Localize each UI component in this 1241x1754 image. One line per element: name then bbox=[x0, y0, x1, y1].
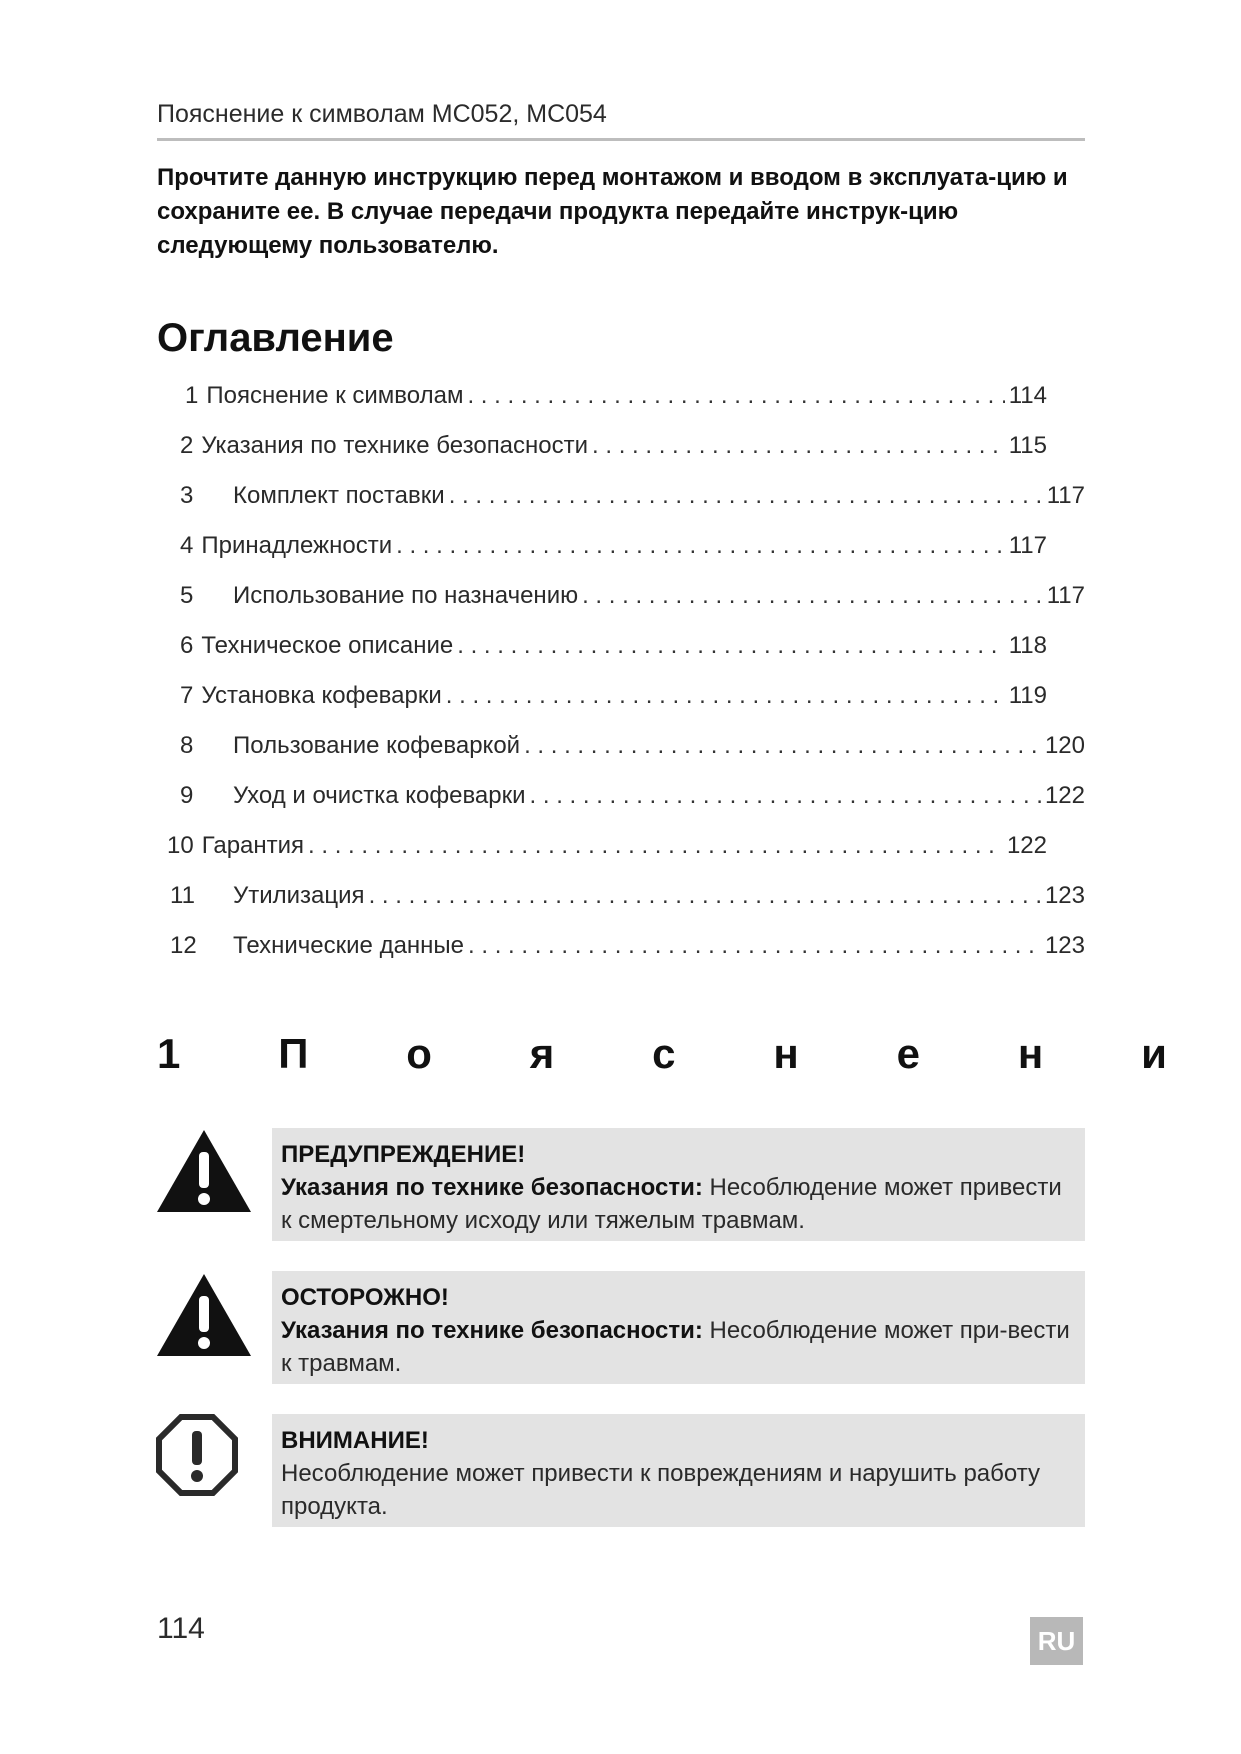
toc-entry-number: 4 bbox=[180, 532, 194, 559]
toc-entry-label: Установка кофеварки bbox=[201, 682, 442, 709]
toc-entry-page: 118 bbox=[1008, 632, 1047, 659]
toc-entry[interactable] bbox=[157, 482, 1085, 532]
toc-entry-page: 117 bbox=[1046, 582, 1085, 609]
notice-text: Несоблюдение может при-вести к травмам. bbox=[281, 1317, 1070, 1377]
toc-entry[interactable] bbox=[157, 782, 1085, 832]
section-heading-letter: н bbox=[1017, 1030, 1044, 1077]
notice-title: ПРЕДУПРЕЖДЕНИЕ! bbox=[281, 1141, 526, 1168]
toc-entry[interactable] bbox=[157, 932, 1085, 982]
toc-entry[interactable] bbox=[157, 732, 1085, 782]
toc-entry-number: 9 bbox=[180, 782, 194, 809]
section-heading bbox=[157, 1030, 1167, 1078]
toc-entry-page: 117 bbox=[1046, 482, 1085, 509]
toc-entry-page: 123 bbox=[1044, 932, 1085, 959]
warning-triangle-icon bbox=[155, 1128, 253, 1214]
table-of-contents bbox=[157, 382, 1097, 982]
toc-entry-number: 5 bbox=[180, 582, 194, 609]
toc-title: Оглавление bbox=[157, 316, 394, 360]
toc-entry[interactable] bbox=[157, 882, 1085, 932]
toc-entry-page: 122 bbox=[1044, 782, 1085, 809]
toc-entry-page: 114 bbox=[1008, 382, 1047, 409]
toc-entry-label: Уход и очистка кофеварки bbox=[233, 782, 526, 809]
toc-entry-page: 119 bbox=[1008, 682, 1047, 709]
toc-entry[interactable] bbox=[157, 832, 1047, 882]
toc-entry-label: Комплект поставки bbox=[233, 482, 445, 509]
section-heading-letter: н bbox=[773, 1030, 799, 1077]
section-heading-letter: 1 bbox=[157, 1030, 181, 1077]
intro-notice: Прочтите данную инструкцию перед монтажом и вводом в эксплуата-цию и сохраните ее. В случае передачи продукта передайте инструк-цию следующему пользователю. bbox=[157, 164, 1068, 259]
toc-entry-label: Указания по технике безопасности bbox=[201, 432, 589, 459]
toc-leader-dots bbox=[582, 582, 1043, 610]
notice-bold-lead: Указания по технике безопасности: bbox=[281, 1174, 703, 1201]
section-heading-letter: и bbox=[1141, 1030, 1167, 1077]
attention-notice bbox=[272, 1414, 1085, 1527]
toc-entry-number: 3 bbox=[180, 482, 194, 509]
toc-entry-number: 7 bbox=[180, 682, 194, 709]
toc-entry-page: 120 bbox=[1044, 732, 1085, 759]
notice-bold-lead: Указания по технике безопасности: bbox=[281, 1317, 703, 1344]
toc-entry[interactable] bbox=[157, 632, 1047, 682]
toc-entry-label: Пользование кофеваркой bbox=[233, 732, 521, 759]
toc-leader-dots bbox=[449, 482, 1043, 510]
toc-entry-label: Технические данные bbox=[233, 932, 465, 959]
section-heading-letter: я bbox=[529, 1030, 555, 1077]
running-header: Пояснение к символам MC052, MC054 bbox=[157, 100, 607, 128]
notice-text: Несоблюдение может привести к смертельному исходу или тяжелым травмам. bbox=[281, 1174, 1062, 1234]
toc-entry-page: 117 bbox=[1008, 532, 1047, 559]
warning-notice bbox=[272, 1128, 1085, 1241]
section-heading-letter: е bbox=[896, 1030, 920, 1077]
caution-notice bbox=[272, 1271, 1085, 1384]
toc-leader-dots bbox=[308, 832, 1003, 860]
header-rule bbox=[157, 138, 1085, 141]
toc-entry[interactable] bbox=[157, 682, 1047, 732]
toc-entry-label: Использование по назначению bbox=[233, 582, 579, 609]
toc-entry-page: 122 bbox=[1006, 832, 1047, 859]
toc-leader-dots bbox=[369, 882, 1041, 910]
toc-entry-number: 8 bbox=[180, 732, 194, 759]
toc-entry-label: Техническое описание bbox=[201, 632, 454, 659]
toc-entry-label: Гарантия bbox=[201, 832, 305, 859]
section-heading-letter: с bbox=[652, 1030, 676, 1077]
toc-entry-number: 1 bbox=[185, 382, 199, 409]
toc-entry-number: 12 bbox=[170, 932, 197, 959]
toc-leader-dots bbox=[446, 682, 1005, 710]
toc-entry-number: 10 bbox=[167, 832, 194, 859]
toc-entry[interactable] bbox=[157, 532, 1047, 582]
toc-leader-dots bbox=[524, 732, 1041, 760]
toc-leader-dots bbox=[468, 932, 1041, 960]
attention-octagon-icon bbox=[155, 1413, 239, 1497]
toc-entry[interactable] bbox=[157, 432, 1047, 482]
toc-entry-label: Пояснение к символам bbox=[206, 382, 464, 409]
toc-entry-number: 11 bbox=[170, 882, 195, 909]
toc-entry-number: 6 bbox=[180, 632, 194, 659]
toc-entry[interactable] bbox=[157, 382, 1047, 432]
section-heading-letter: П bbox=[278, 1030, 309, 1077]
language-badge: RU bbox=[1030, 1617, 1083, 1665]
notice-text: Несоблюдение может привести к повреждениям и нарушить работу продукта. bbox=[281, 1460, 1040, 1520]
toc-leader-dots bbox=[457, 632, 1004, 660]
toc-entry-label: Утилизация bbox=[233, 882, 365, 909]
notice-title: ОСТОРОЖНО! bbox=[281, 1284, 449, 1311]
warning-triangle-icon bbox=[155, 1272, 253, 1358]
notice-title: ВНИМАНИЕ! bbox=[281, 1427, 429, 1454]
toc-entry-number: 2 bbox=[180, 432, 194, 459]
toc-entry-label: Принадлежности bbox=[201, 532, 393, 559]
toc-leader-dots bbox=[530, 782, 1041, 810]
toc-entry[interactable] bbox=[157, 582, 1085, 632]
toc-entry-page: 123 bbox=[1044, 882, 1085, 909]
toc-leader-dots bbox=[592, 432, 1005, 460]
page-number: 114 bbox=[157, 1612, 205, 1645]
toc-entry-page: 115 bbox=[1008, 432, 1047, 459]
section-heading-letter: о bbox=[406, 1030, 432, 1077]
toc-leader-dots bbox=[467, 382, 1004, 410]
toc-leader-dots bbox=[396, 532, 1005, 560]
